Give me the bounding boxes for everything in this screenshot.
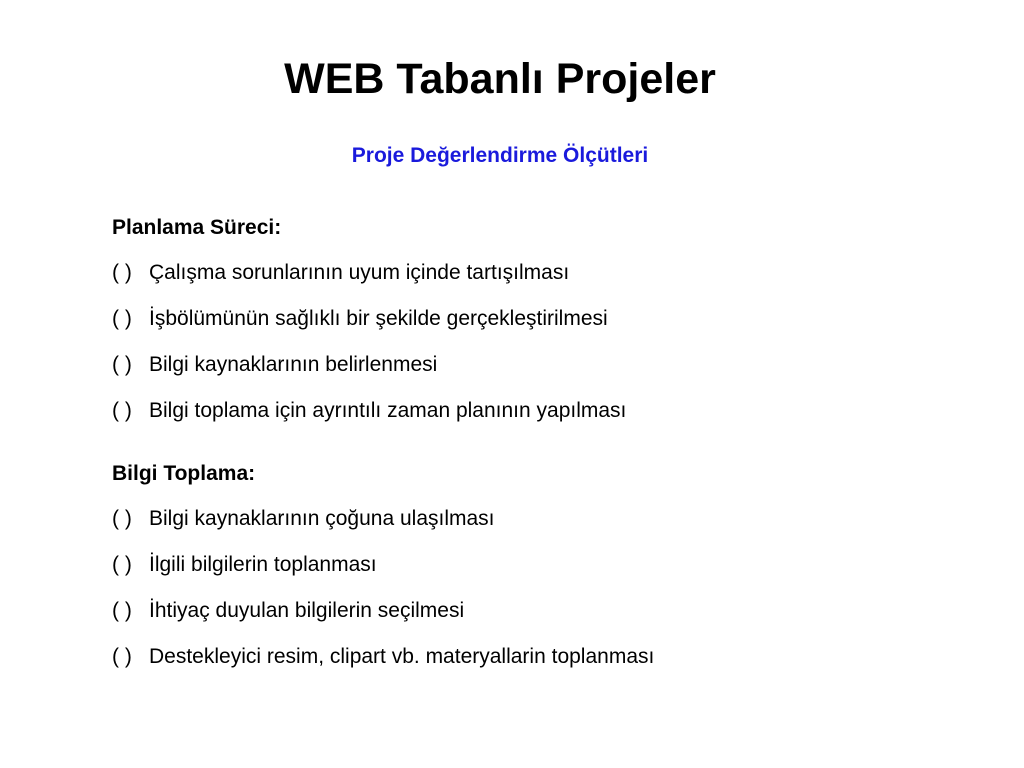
list-item <box>112 397 992 425</box>
list-item <box>112 305 992 333</box>
list-item <box>112 643 992 671</box>
list-item <box>112 259 992 287</box>
list-item-text: Çalışma sorunlarının uyum içinde tartışılması <box>149 261 570 284</box>
checkbox-placeholder[interactable]: ( ) <box>112 553 132 576</box>
list-item <box>112 551 992 579</box>
list-item <box>112 505 992 533</box>
checkbox-placeholder[interactable]: ( ) <box>112 399 132 422</box>
section-planlama <box>112 214 992 443</box>
checkbox-placeholder[interactable]: ( ) <box>112 507 132 530</box>
checkbox-placeholder[interactable]: ( ) <box>112 645 132 668</box>
list-item-text: İhtiyaç duyulan bilgilerin seçilmesi <box>149 599 465 622</box>
checkbox-placeholder[interactable]: ( ) <box>112 599 132 622</box>
section-bilgi-toplama <box>112 460 992 689</box>
checkbox-placeholder[interactable]: ( ) <box>112 307 132 330</box>
list-item-text: Bilgi toplama için ayrıntılı zaman planının yapılması <box>149 399 627 422</box>
list-item-text: İlgili bilgilerin toplanması <box>149 553 377 576</box>
section-heading: Bilgi Toplama: <box>112 462 256 485</box>
list-item <box>112 351 992 379</box>
list-item-text: Destekleyici resim, clipart vb. materyallarin toplanması <box>149 645 655 668</box>
slide-subtitle: Proje Değerlendirme Ölçütleri <box>351 144 649 167</box>
checkbox-placeholder[interactable]: ( ) <box>112 261 132 284</box>
section-heading: Planlama Süreci: <box>112 216 282 239</box>
list-item-text: İşbölümünün sağlıklı bir şekilde gerçekleştirilmesi <box>149 307 608 330</box>
slide-title: WEB Tabanlı Projeler <box>284 55 716 103</box>
list-item-text: Bilgi kaynaklarının belirlenmesi <box>149 353 438 376</box>
checkbox-placeholder[interactable]: ( ) <box>112 353 132 376</box>
list-item <box>112 597 992 625</box>
list-item-text: Bilgi kaynaklarının çoğuna ulaşılması <box>149 507 495 530</box>
